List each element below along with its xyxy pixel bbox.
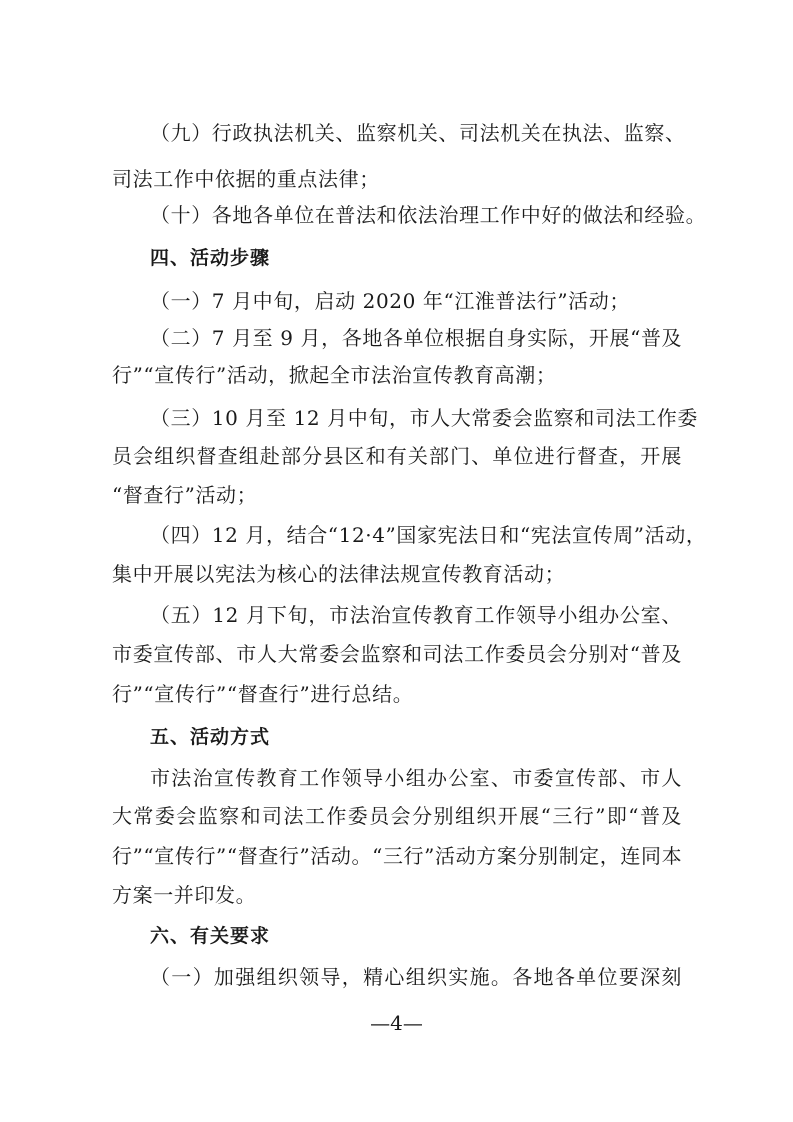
step-2-line-2: 行”“宣传行”活动，掀起全市法治宣传教育高潮； xyxy=(112,363,557,387)
method-line-1: 市法治宣传教育工作领导小组办公室、市委宣传部、市人 xyxy=(150,766,682,790)
step-3-line-2: 员会组织督查组赴部分县区和有关部门、单位进行督查，开展 xyxy=(112,444,682,468)
paragraph-10-line-1: （十）各地各单位在普法和依法治理工作中好的做法和经验。 xyxy=(150,203,707,227)
step-4-line-1: （四）12 月，结合“12·4”国家宪法日和“宪法宣传周”活动， xyxy=(150,523,707,547)
step-1-line-1: （一）7 月中旬，启动 2020 年“江淮普法行”活动； xyxy=(150,289,630,313)
step-5-line-3: 行”“宣传行”“督查行”进行总结。 xyxy=(112,682,414,706)
requirement-1-line-1: （一）加强组织领导，精心组织实施。各地各单位要深刻 xyxy=(150,965,682,989)
step-4-line-2: 集中开展以宪法为核心的法律法规宣传教育活动； xyxy=(112,562,566,586)
section-heading-4: 四、活动步骤 xyxy=(150,247,271,269)
method-line-3: 行”“宣传行”“督查行”活动。“三行”活动方案分别制定，连同本 xyxy=(112,844,683,868)
section-heading-6: 六、有关要求 xyxy=(150,925,271,947)
step-2-line-1: （二）7 月至 9 月，各地各单位根据自身实际，开展“普及 xyxy=(150,326,683,350)
section-heading-5: 五、活动方式 xyxy=(150,726,271,748)
step-3-line-1: （三）10 月至 12 月中旬，市人大常委会监察和司法工作委 xyxy=(150,406,698,430)
method-line-2: 大常委会监察和司法工作委员会分别组织开展“三行”即“普及 xyxy=(112,804,682,828)
method-line-4: 方案一并印发。 xyxy=(112,883,257,907)
paragraph-9-line-2: 司法工作中依据的重点法律； xyxy=(112,167,380,191)
paragraph-9-line-1: （九）行政执法机关、监察机关、司法机关在执法、监察、 xyxy=(150,121,686,145)
step-5-line-2: 市委宣传部、市人大常委会监察和司法工作委员会分别对“普及 xyxy=(112,642,682,666)
page-number: —4— xyxy=(370,1011,423,1035)
step-3-line-3: “督查行”活动； xyxy=(112,483,258,507)
step-5-line-1: （五）12 月下旬，市法治宣传教育工作领导小组办公室、 xyxy=(150,603,682,627)
